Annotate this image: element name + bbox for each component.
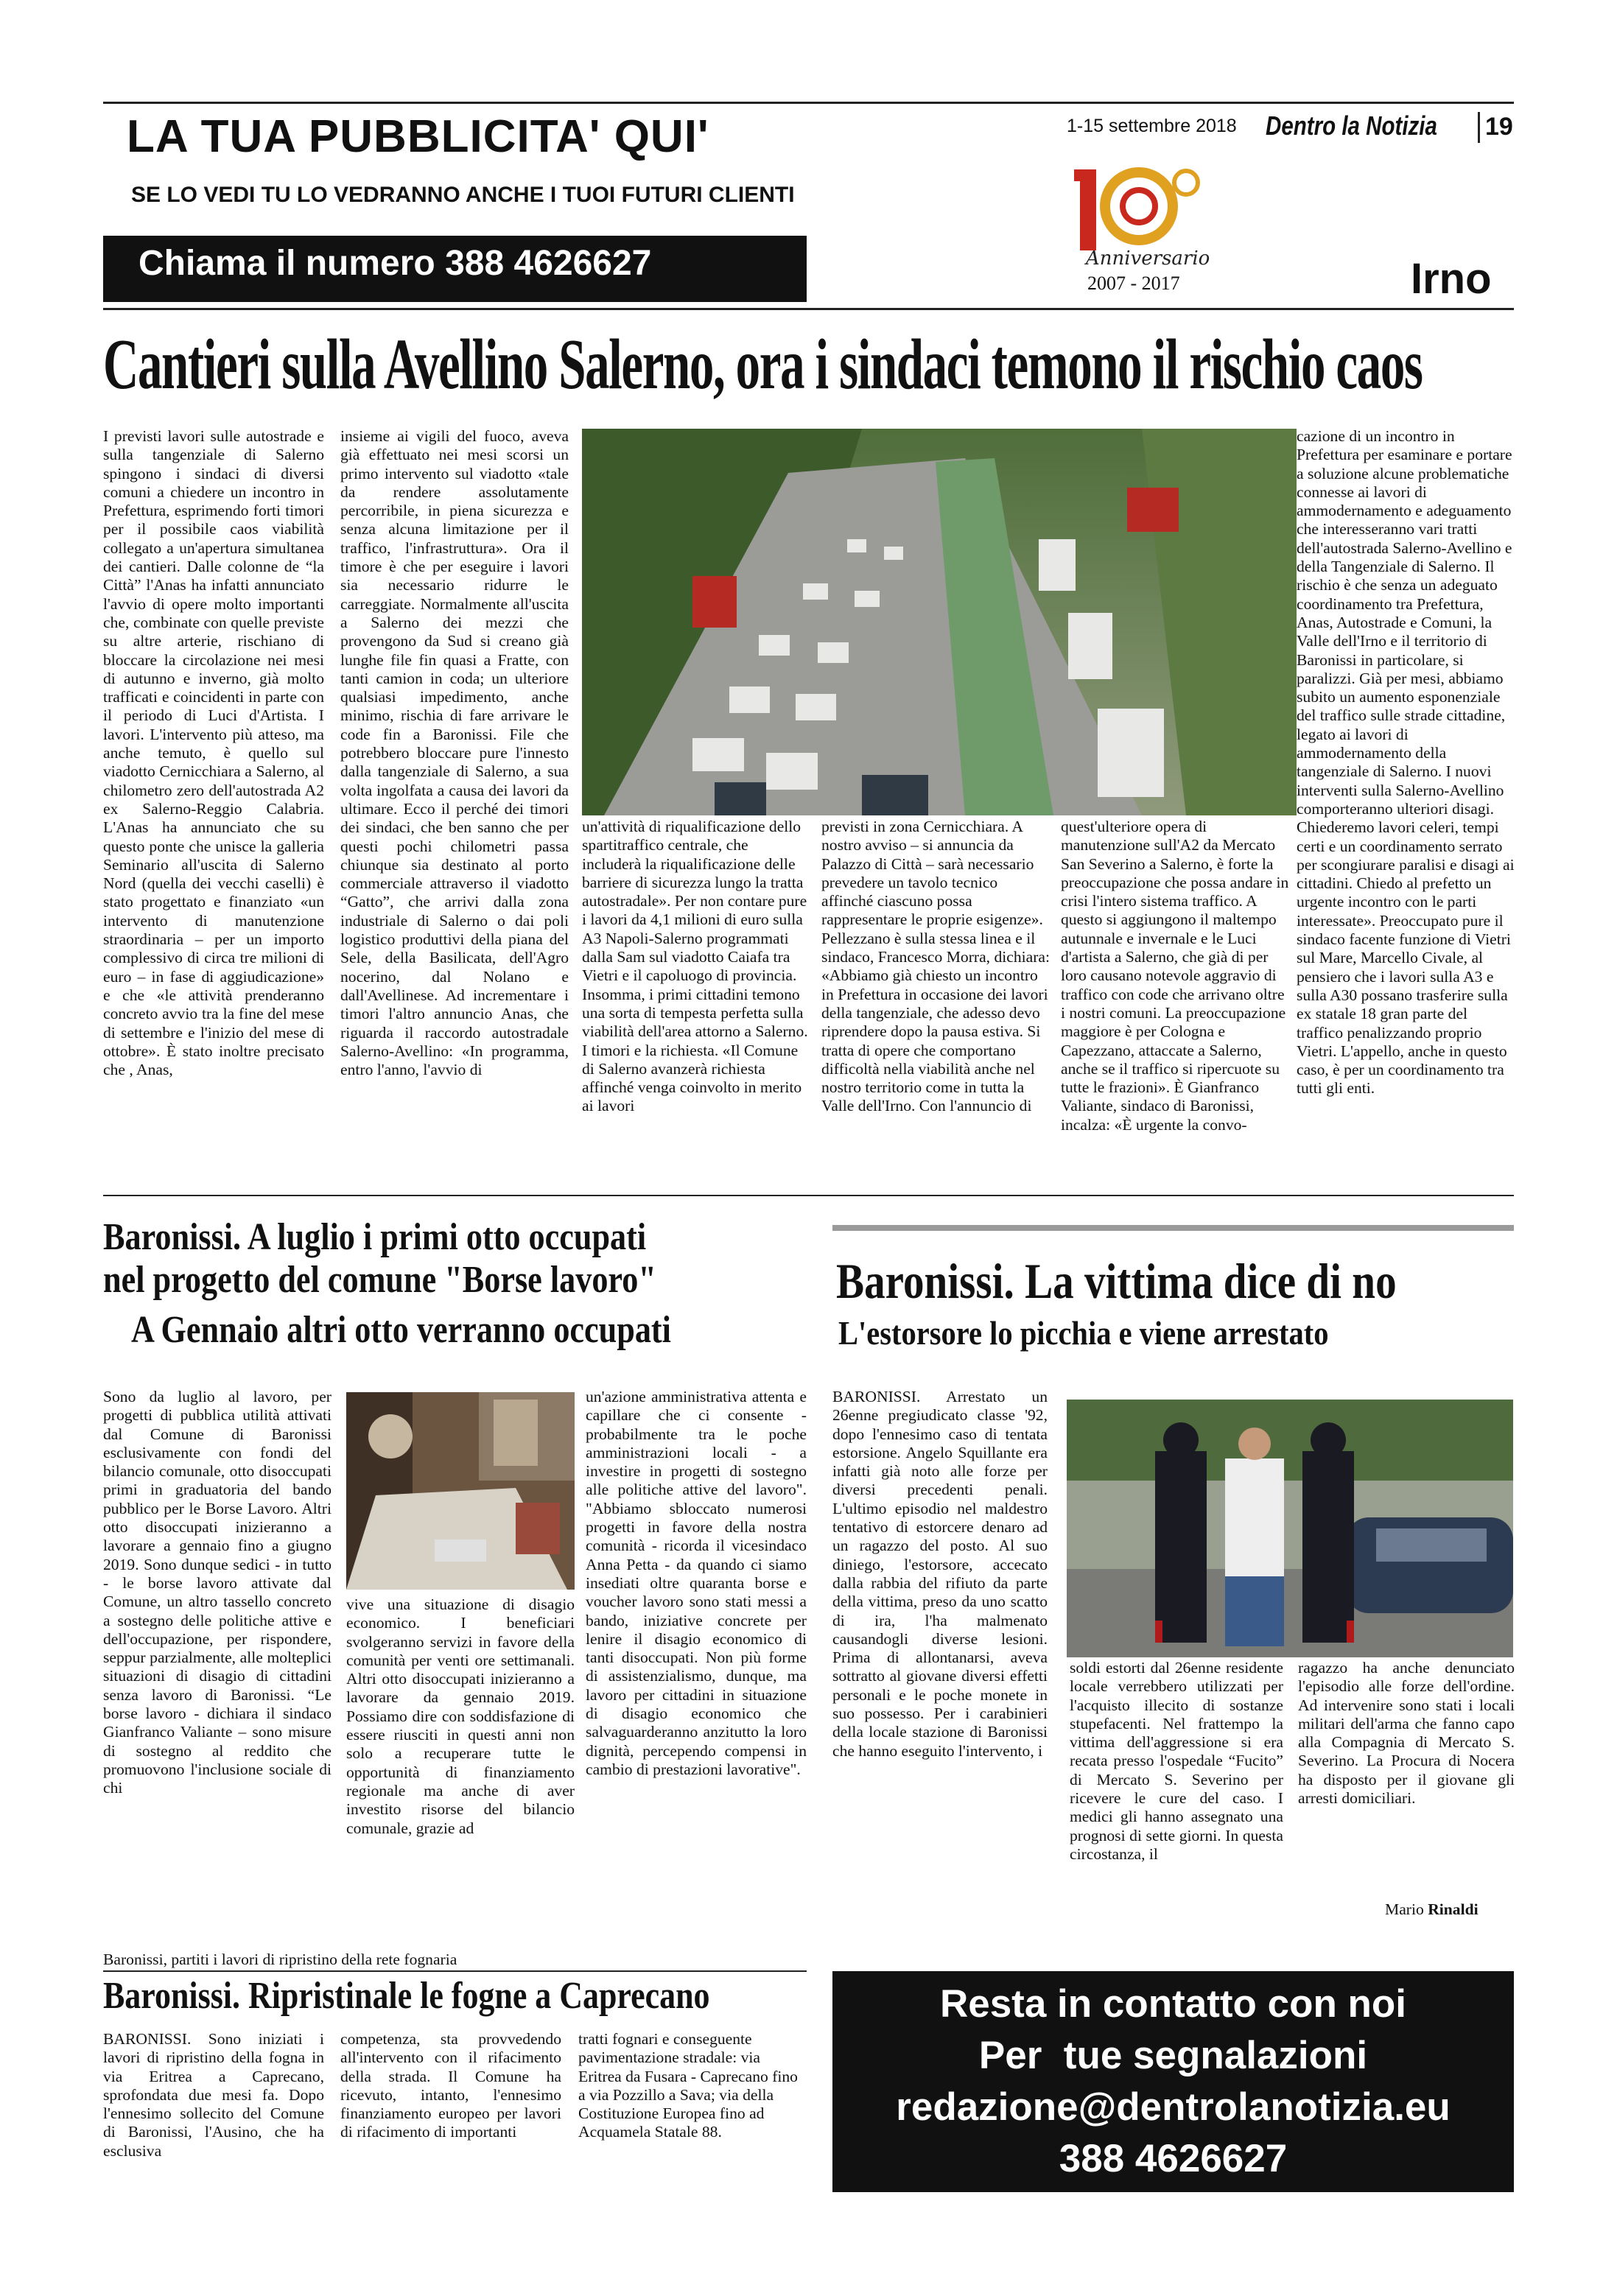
main-col-5: quest'ulteriore opera di manutenzione sull'A2 da Mercato San Severino a Salerno, è forte la preoccupazione che possa andare in crisi l'intero sistema traffico. A questo si aggiungono il maltempo autunnale e invernale e le Luci d'artista a Salerno, che già di per loro causano notevole aggravio di traffico con code che arrivano oltre i nostri comuni. La preoccupazione maggiore è per Cologna e Capezzano, attaccate a Salerno, anche se il traffico si ripercuote su tutte le frazioni». È Gianfranco Valiante, sindaco di Baronissi, incalza: «È urgente la convo- (1061, 818, 1289, 1134)
contact-email-link[interactable]: redazione@dentrolanotizia.eu (896, 2085, 1451, 2129)
room-photo (346, 1392, 575, 1590)
top-rule (103, 102, 1514, 104)
byline-first: Mario (1385, 1900, 1424, 1918)
fogne-col-2: competenza, sta provvedendo all'intervento con il rifacimento della strada. Il Comune ha ricevuto, intanto, l'ennesimo finanziamento europeo per lavori di rifacimento di importanti (340, 2030, 561, 2141)
ad-subline: SE LO VEDI TU LO VEDRANNO ANCHE I TUOI FUTURI CLIENTI (131, 183, 795, 207)
traffic-photo (582, 429, 1297, 815)
main-col-3: un'attività di riqualificazione dello spartitraffico centrale, che includerà la riqualificazione delle barriere di sicurezza lungo la tratta autostradale». Per non contare pure i lavori da 4,1 milioni di euro sulla A3 Napoli-Salerno programmati dalla Sam sul viadotto Caiafa tra Vietri e il capoluogo di provincia. Insomma, i primi cittadini temono una sorta di tempesta perfetta sulla viabilità dell'area attorno a Salerno. I timori e la richiesta. «Il Comune di Salerno avanzerà richiesta affinché venga coinvolto in merito ai lavori (582, 818, 808, 1115)
main-col-1: I previsti lavori sulle autostrade e sulla tangenziale di Salerno spingono i sindaci di diversi comuni a chiedere un incontro in Prefettura, esprimendo forti timori per il possibile caos viabilità collegato a un'apertura simultanea dei cantieri. Dalle colonne de “la Città” l'Anas ha infatti annunciato l'avvio di opere molto importanti che, combinate con quelle previste su altre arterie, rischiano di bloccare la circolazione nei mesi di autunno e inverno, già molto trafficati e coincidenti in parte con il periodo di Luci d'Artista. I lavori. L'intervento più atteso, ma anche temuto, è quello sul viadotto Cernicchiara a Salerno, al chilometro zero dell'autostrada A2 ex Salerno-Reggio Calabria. L'Anas ha annunciato che su questo ponte che unisce la galleria Seminario all'uscita di Salerno Nord (quella dei vecchi caselli) è stato progettato e finanziato «un intervento di manutenzione straordinaria – per un importo complessivo di circa tre milioni di euro – in fase di aggiudicazione» e che «le attività prenderanno concreto avvio tra la fine del mese di settembre e l'inizio del mese di ottobre». È stato inoltre precisato che , Anas, (103, 427, 324, 1079)
borse-spill-line: Baronissi, partiti i lavori di ripristino della rete fognaria (103, 1951, 457, 1968)
fogne-col-1: BARONISSI. Sono iniziati i lavori di ripristino della fogna in via Eritrea a Caprecano, sprofondata due mesi fa. Dopo l'ennesimo sollecito del Comune di Baronissi, l'Ausino, che ha esclusiva (103, 2030, 324, 2160)
header-rule (103, 308, 1514, 310)
section-name: Irno (1411, 255, 1492, 303)
borse-headline-1: Baronissi. A luglio i primi otto occupati (103, 1216, 647, 1258)
page-number: 19 (1485, 113, 1513, 141)
contact-phone[interactable]: 388 4626627 (1059, 2137, 1288, 2180)
page-number-divider (1478, 112, 1480, 143)
anniversary-years: 2007 - 2017 (1087, 273, 1180, 294)
borse-col-1: Sono da luglio al lavoro, per progetti di pubblica utilità attivati dal Comune di Baronissi esclusivamente con fondi del bilancio comunale, otto disoccupati primi in graduatoria del bando pubblico per le Borse Lavoro. Altri otto disoccupati inizieranno a lavorare a gennaio fino a giugno 2019. Sono dunque sedici - in tutto - le borse lavoro attivate dal Comune, un altro tassello concreto a sostegno delle politiche attive e dell'occupazione, per rispondere, seppur parzialmente, alle molteplici situazioni di disagio di cittadini senza lavoro di Baronissi. “Le borse lavoro - dichiara il sindaco Gianfranco Valiante – sono misure di sostegno al reddito che promuovono l'inclusione sociale di chi (103, 1388, 332, 1797)
main-article-rule (103, 1195, 1514, 1196)
main-headline: Cantieri sulla Avellino Salerno, ora i sindaci temono il rischio caos (103, 325, 1423, 404)
paper-name: Dentro la Notizia (1266, 110, 1437, 141)
fogne-col-3: tratti fognari e conseguente pavimentazione stradale: via Eritrea da Fusara - Caprecano fino a via Pozzillo a Sava; via della Costituzione Europea fino ad Acquamela Statale 88. (578, 2030, 798, 2141)
vittima-col-2: soldi estorti dal 26enne residente locale verrebbero utilizzati per l'acquisto illecito di sostanze stupefacenti. Nel frattempo la vittima dell'aggressione si era recata presso l'ospedale “Fucito” di Mercato S. Severino per ricevere le cure del caso. I medici gli hanno assegnato una prognosi di sette giorni. In questa circostanza, il (1070, 1659, 1283, 1863)
fogne-top-rule (103, 1970, 807, 1972)
ad-phone-label: Chiama il numero 388 4626627 (138, 244, 652, 283)
arrest-photo (1067, 1400, 1513, 1657)
borse-col-3: un'azione amministrativa attenta e capillare che ci consente - probabilmente tra le poche amministrazioni locali - a investire in progetti di sostegno alle politiche attive del lavoro". "Abbiamo sbloccato numerosi progetti in favore della nostra comunità - ricorda il vicesindaco Anna Petta - da quando ci siamo insediati oltre quaranta borse e voucher lavoro sono stati messi a bando, iniziative concrete per lenire il disagio economico di tanti disoccupati. Non più forme di assistenzialismo, dunque, ma lavoro per cittadini in situazione di disagio economico che salvaguarderanno anzitutto la loro dignità, percependo compensi in cambio di prestazioni lavorative". (586, 1388, 807, 1778)
issue-date: 1-15 settembre 2018 (1067, 116, 1237, 136)
byline-last: Rinaldi (1428, 1900, 1479, 1918)
main-col-4: previsti in zona Cernicchiara. A nostro avviso – si annuncia da Palazzo di Città – sarà necessario prevedere un tavolo tecnico affinché ciascuno possa rappresentare le proprie esigenze». Pellezzano è sulla stessa linea e il sindaco, Francesco Morra, dichiara: «Abbiamo già chiesto un incontro in Prefettura in occasione dei lavori della tangenziale, che adesso devo riprendere dopo la pausa estiva. Si tratta di opere che comportano difficoltà nella viabilità anche nel nostro territorio come in tutta la Valle dell'Irno. Con l'annuncio di (821, 818, 1050, 1115)
contact-line-2: Per tue segnalazioni (978, 2034, 1368, 2077)
vittima-col-1: BARONISSI. Arrestato un 26enne pregiudicato classe '92, dopo l'ennesimo caso di tentata estorsione. Angelo Squillante era infatti già noto alle forze per diversi precedenti penali. L'ultimo episodio nel maldestro tentativo di estorcere denaro ad un ragazzo del posto. Al suo diniego, l'estorsore, accecato dalla rabbia del rifiuto da parte della vittima, preso da uno scatto di ira, l'ha malmenato causandogli diverse lesioni. Prima di allontanarsi, aveva sottratto al giovane diversi effetti personali e le poche monete in suo possesso. Per i carabinieri della locale stazione di Baronissi che hanno eseguito l'intervento, i (832, 1388, 1048, 1760)
borse-col-2: vive una situazione di disagio economico. I beneficiari svolgeranno servizi in favore della comunità per venti ore settimanali. Altri otto disoccupati inizieranno a lavorare da gennaio 2019. Possiamo dire con soddisfazione di essere riusciti in questi anni non solo a recuperare tutte le opportunità di finanziamento regionale ma anche di aver investito risorse del bilancio comunale, grazie ad (346, 1595, 575, 1837)
contact-line-1: Resta in contatto con noi (939, 1982, 1407, 2026)
fogne-headline: Baronissi. Ripristinale le fogne a Caprecano (103, 1975, 710, 2017)
vittima-headline: Baronissi. La vittima dice di no (836, 1253, 1397, 1309)
vittima-top-bar (832, 1225, 1514, 1231)
vittima-byline (1385, 1900, 1479, 1919)
anniversary-script: Anniversario (1086, 247, 1210, 270)
contact-box[interactable] (832, 1971, 1514, 2192)
vittima-subheadline: L'estorsore lo picchia e viene arrestato (838, 1315, 1329, 1352)
ad-headline: LA TUA PUBBLICITA' QUI' (127, 111, 709, 162)
ad-phone-box[interactable] (103, 236, 807, 302)
main-col-2: insieme ai vigili del fuoco, aveva già effettuato nei mesi scorsi un primo intervento sul viadotto «tale da rendere assolutamente percorribile, in piena sicurezza e senza alcuna limitazione per il traffico, l'infrastruttura». Ora il timore è che per eseguire i lavori sia necessario ridurre le carreggiate. Normalmente all'uscita a Salerno dei mezzi che provengono da Sud si creano già lunghe file fin quasi a Fratte, con tanti camion in coda; un ulteriore qualsiasi impedimento, anche minimo, rischia di fare arrivare le code fin a Baronissi. File che potrebbero bloccare pure l'innesto dalla tangenziale di Salerno, a sua volta ingolfata a causa dei lavori da ultimare. Ecco il perché dei timori dei sindaci, che ben sanno che per questi pochi chilometri passa chiunque sia destinato al porto commerciale attraverso il viadotto “Gatto”, che arrivi dalla zona industriale di Salerno o dai poli logistico produttivi della piana del Sele, della Basilicata, dell'Agro nocerino, dal Nolano e dall'Avellinese. Ad incrementare i timori l'altro annuncio Anas, che riguarda il raccordo autostradale Salerno-Avellino: «In programma, entro l'anno, l'avvio di (340, 427, 569, 1079)
borse-headline-3: A Gennaio altri otto verranno occupati (131, 1309, 671, 1351)
main-col-6: cazione di un incontro in Prefettura per esaminare e portare a soluzione alcune problematiche connesse ai lavori di ammodernamento e adeguamento che interesseranno vari tratti dell'autostrada Salerno-Avellino e della Tangenziale di Salerno. Il rischio è che senza un adeguato coordinamento tra Prefettura, Anas, Autostrade e Comuni, la Valle dell'Irno e il territorio di Baronissi in particolare, si paralizzi. Già per mesi, abbiamo subito un aumento esponenziale del traffico sulle strade cittadine, legato ai lavori di ammodernamento della tangenziale di Salerno. I nuovi interventi sulla Salerno-Avellino comporteranno ulteriori disagi. Chiederemo lavori celeri, tempi certi e un coordinamento serrato per scongiurare paralisi e disagi ai cittadini. Chiedo al prefetto un urgente incontro con le parti interessate». Preoccupato pure il sindaco facente funzione di Vietri sul Mare, Marcello Civale, al pensiero che i lavori sulla A3 e sulla A30 possano trasferire sulla ex statale 18 gran parte del traffico penalizzando proprio Vietri. L'appello, anche in questo caso, è per un coordinamento tra tutti gli enti. (1297, 427, 1515, 1098)
vittima-col-3: ragazzo ha anche denunciato l'episodio alle forze dell'ordine. Ad intervenire sono stati i locali militari dell'arma che fanno capo alla Compagnia di Mercato S. Severino. La Procura di Nocera ha disposto per il giovane gli arresti domiciliari. (1298, 1659, 1515, 1808)
borse-headline-2: nel progetto del comune "Borse lavoro" (103, 1259, 656, 1301)
